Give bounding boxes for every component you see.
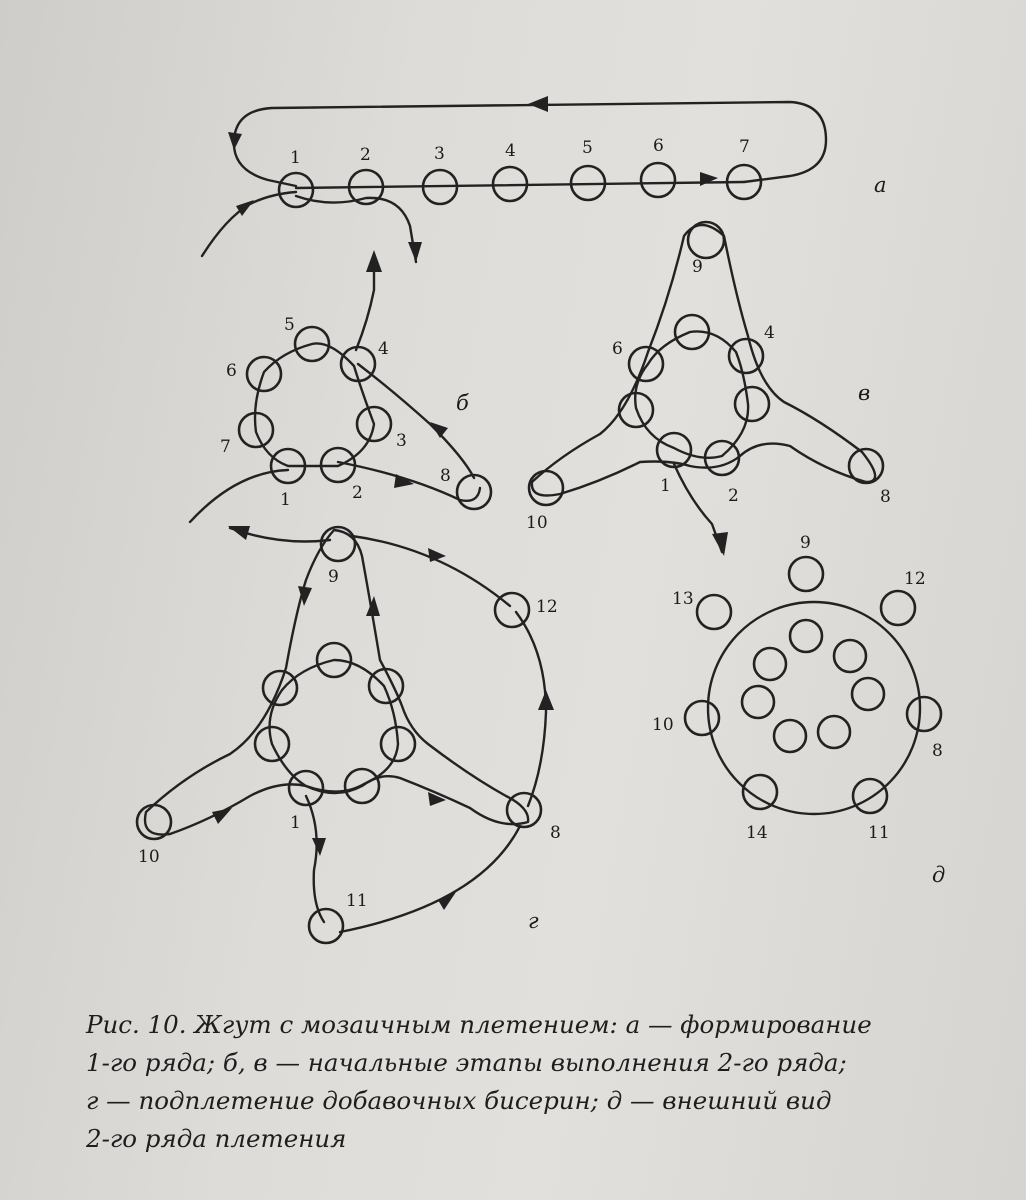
bead-number: 11	[346, 891, 368, 911]
bead-g-11	[309, 909, 343, 943]
bead-number: 1	[280, 490, 291, 510]
bead-number: 11	[868, 823, 890, 843]
arrow-g-mid-up	[366, 596, 380, 616]
bead-d-inner	[754, 648, 786, 680]
bead-number: 4	[378, 339, 389, 359]
bead-number: 8	[440, 466, 451, 486]
bead-v-9	[688, 222, 724, 258]
panel-label-v: в	[858, 381, 871, 405]
panel-label-d: д	[932, 863, 946, 887]
bead-d-inner	[834, 640, 866, 672]
thread-v-outline	[532, 225, 875, 496]
arrow-a-in	[236, 200, 254, 216]
thread-d-outer-ring	[708, 602, 920, 814]
panel-a	[202, 96, 887, 262]
bead-number: 5	[284, 315, 295, 335]
bead-number: 7	[739, 137, 750, 157]
bead-number: 13	[672, 589, 694, 609]
arrow-b-out	[366, 250, 382, 272]
arrow-g-right	[538, 690, 554, 710]
bead-number: 3	[434, 144, 445, 164]
arrow-a-out	[408, 242, 422, 262]
bead-d-inner	[742, 686, 774, 718]
bead-a-1	[279, 173, 313, 207]
bead-d-inner	[818, 716, 850, 748]
bead-number: 8	[932, 741, 943, 761]
panel-label-a: а	[874, 173, 887, 197]
thread-a-out	[296, 196, 416, 262]
panel-d	[652, 533, 945, 887]
arrow-a-top	[528, 96, 548, 112]
bead-v-right	[735, 387, 769, 421]
caption-line: г — подплетение добавочных бисерин; д — внешний вид	[86, 1086, 832, 1115]
bead-a-6	[641, 163, 675, 197]
caption-line: 1-го ряда; б, в — начальные этапы выполнения 2-го ряда;	[86, 1048, 847, 1077]
caption-line: 2-го ряда плетения	[86, 1124, 347, 1153]
bead-number: 1	[290, 148, 301, 168]
arrow-g-lower-left	[212, 808, 232, 824]
thread-g-down	[306, 796, 324, 922]
bead-d-inner	[852, 678, 884, 710]
bead-number: 10	[652, 715, 674, 735]
bead-number: 1	[290, 813, 301, 833]
bead-b-8	[457, 475, 491, 509]
bead-number: 4	[505, 141, 516, 161]
bead-v-10	[529, 471, 563, 505]
thread-a-return-loop	[234, 102, 826, 186]
arrow-b-upper	[430, 422, 448, 438]
panel-g	[137, 526, 561, 943]
bead-number: 6	[612, 339, 623, 359]
thread-g-arc-top	[352, 536, 510, 606]
arrow-g-exit	[228, 526, 250, 540]
thread-a-row	[296, 182, 744, 188]
bead-number: 4	[764, 323, 775, 343]
bead-number: 1	[660, 476, 671, 496]
bead-g-12	[495, 593, 529, 627]
bead-g-upper-right	[369, 669, 403, 703]
thread-g-bottom-right	[340, 826, 520, 932]
thread-g-ring	[270, 660, 398, 792]
figure-caption	[86, 1006, 966, 1158]
panel-label-b: б	[456, 391, 469, 415]
bead-number: 6	[226, 361, 237, 381]
arrow-v-out	[712, 532, 728, 556]
bead-number: 12	[904, 569, 926, 589]
bead-number: 9	[328, 567, 339, 587]
bead-v-6	[629, 347, 663, 381]
arrow-g-down	[312, 838, 326, 856]
bead-d-9	[789, 557, 823, 591]
bead-number: 14	[746, 823, 768, 843]
bead-number: 2	[728, 486, 739, 506]
bead-number: 2	[360, 145, 371, 165]
bead-d-11	[853, 779, 887, 813]
bead-number: 3	[396, 431, 407, 451]
bead-g-1	[289, 771, 323, 805]
bead-number: 10	[138, 847, 160, 867]
panel-b	[190, 250, 491, 522]
bead-number: 2	[352, 483, 363, 503]
bead-number: 10	[526, 513, 548, 533]
panel-label-g: г	[528, 909, 539, 933]
bead-d-10	[685, 701, 719, 735]
bead-g-9	[321, 527, 355, 561]
bead-v-4	[729, 339, 763, 373]
arrow-a-left	[228, 132, 242, 150]
thread-b-in	[190, 470, 288, 522]
bead-number: 8	[880, 487, 891, 507]
bead-number: 5	[582, 138, 593, 158]
thread-b-loop-upper	[358, 364, 474, 478]
bead-d-8	[907, 697, 941, 731]
bead-number: 9	[692, 257, 703, 277]
bead-number: 6	[653, 136, 664, 156]
bead-number: 9	[800, 533, 811, 553]
bead-d-inner	[774, 720, 806, 752]
bead-number: 12	[536, 597, 558, 617]
bead-number: 7	[220, 437, 231, 457]
bead-number: 8	[550, 823, 561, 843]
bead-v-8	[849, 449, 883, 483]
caption-line: Рис. 10. Жгут с мозаичным плетением: а — формирование	[86, 1010, 872, 1039]
bead-d-13	[697, 595, 731, 629]
arrow-a-right	[700, 172, 718, 186]
bead-d-12	[881, 591, 915, 625]
panel-v	[526, 222, 891, 556]
bead-d-inner	[790, 620, 822, 652]
